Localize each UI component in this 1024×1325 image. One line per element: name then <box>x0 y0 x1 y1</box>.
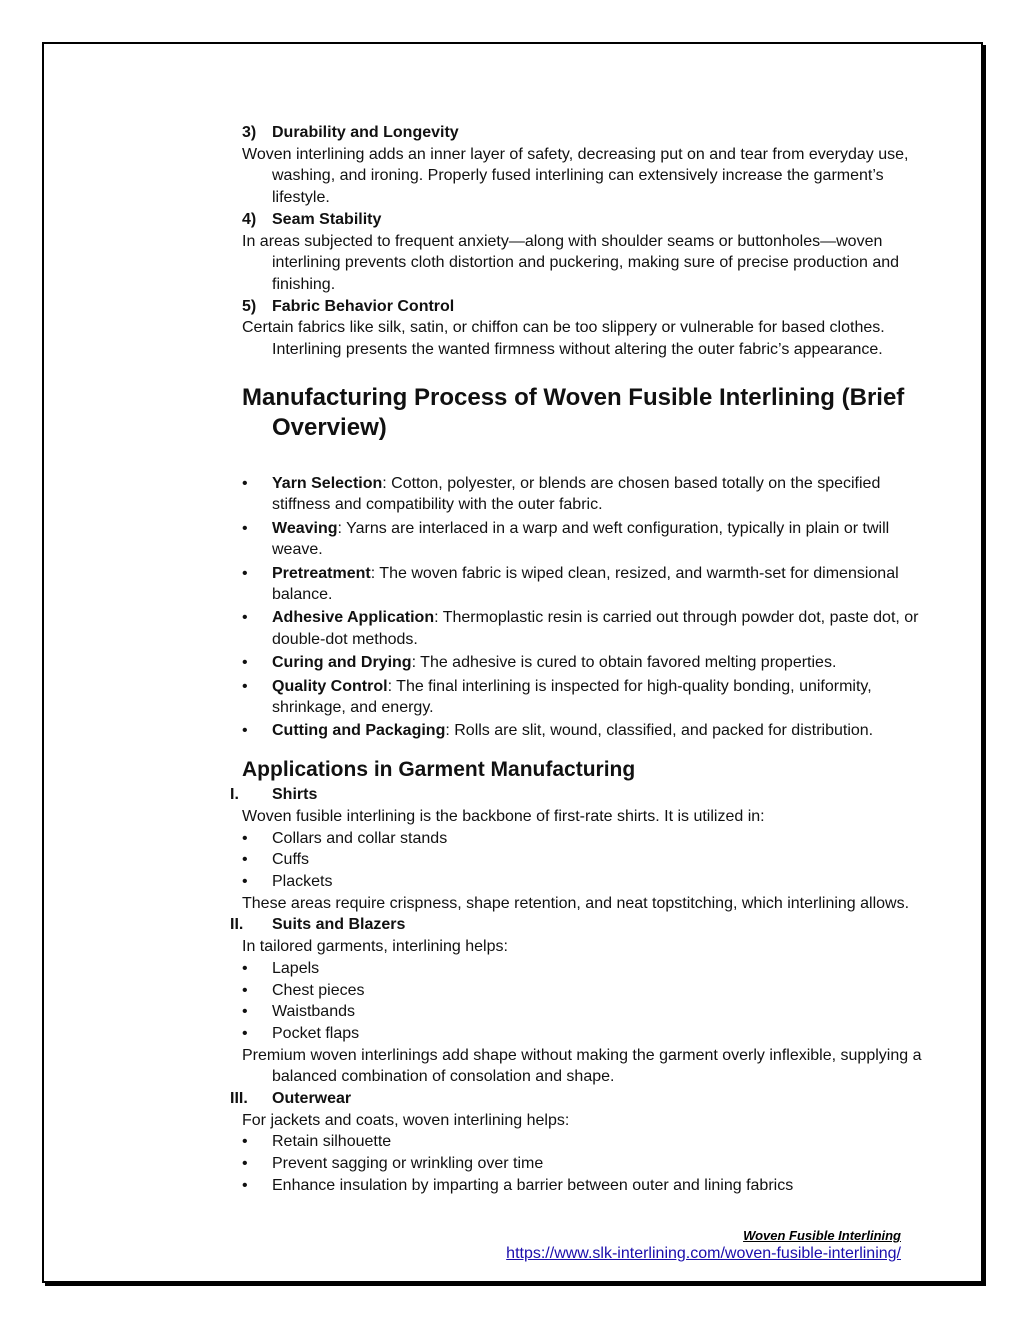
step-term: Pretreatment <box>272 564 371 582</box>
section-title: Seam Stability <box>272 210 382 228</box>
list-item <box>242 473 922 516</box>
page-footer <box>506 1228 901 1263</box>
section-title: Fabric Behavior Control <box>272 297 455 315</box>
list-item: • Waistbands <box>242 1001 922 1023</box>
section-title: Durability and Longevity <box>272 124 459 141</box>
list-item <box>242 720 922 742</box>
subsection-title: Shirts <box>272 786 318 804</box>
subsection-title: Outerwear <box>272 1090 352 1108</box>
step-desc: : Thermoplastic resin is carried out through powder dot, paste dot, or double-dot methods. <box>272 609 919 649</box>
step-term: Quality Control <box>272 677 388 695</box>
step-term: Weaving <box>272 519 338 537</box>
step-term: Curing and Drying <box>272 654 412 672</box>
suits-outro: Premium woven interlinings add shape without making the garment overly inflexible, supplying a balanced combination of consolation and shape. <box>242 1046 922 1086</box>
list-item: • Pocket flaps <box>242 1023 922 1045</box>
step-desc: : Rolls are slit, wound, classified, and packed for distribution. <box>445 722 874 740</box>
subsection-number: I. <box>230 786 239 804</box>
step-desc: : The adhesive is cured to obtain favored melting properties. <box>411 654 837 672</box>
list-item <box>242 518 922 561</box>
list-item: • Plackets <box>242 871 922 893</box>
shirts-outro: These areas require crispness, shape retention, and neat topstitching, which interlining allows. <box>242 894 910 912</box>
outerwear-intro: For jackets and coats, woven interlining helps: <box>242 1111 570 1129</box>
footer-title: Woven Fusible Interlining <box>743 1228 901 1243</box>
list-item: • Lapels <box>242 958 922 980</box>
list-item <box>242 563 922 606</box>
subsection-number: II. <box>230 916 244 934</box>
section-heading-fabric <box>242 296 922 318</box>
suits-list <box>242 958 922 1045</box>
subsection-number: III. <box>230 1090 248 1108</box>
section-heading-durability <box>242 122 922 144</box>
subsection-heading-shirts <box>230 784 922 806</box>
list-item: • Retain silhouette <box>242 1131 922 1153</box>
suits-intro: In tailored garments, interlining helps: <box>242 938 508 956</box>
list-item: • Collars and collar stands <box>242 828 922 850</box>
paragraph-durability: Woven interlining adds an inner layer of safety, decreasing put on and tear from everyday use, washing, and ironing. Properly fused interlining can extensively increase the garment’s lifestyle. <box>242 145 909 207</box>
shirts-list <box>242 828 922 893</box>
step-desc: : The woven fabric is wiped clean, resized, and warmth-set for dimensional balance. <box>272 564 899 604</box>
step-term: Adhesive Application <box>272 609 435 627</box>
shirts-intro: Woven fusible interlining is the backbone of first-rate shirts. It is utilized in: <box>242 807 765 825</box>
footer-link[interactable]: https://www.slk-interlining.com/woven-fusible-interlining/ <box>506 1245 901 1262</box>
page <box>42 42 983 1283</box>
list-item: • Chest pieces <box>242 980 922 1002</box>
step-desc: : Yarns are interlaced in a warp and weft configuration, typically in plain or twill weave. <box>272 519 890 559</box>
paragraph-fabric: Certain fabrics like silk, satin, or chiffon can be too slippery or vulnerable for based clothes. Interlining presents the wanted firmness without altering the outer fabric’s appearance. <box>242 319 885 359</box>
applications-heading: Applications in Garment Manufacturing <box>242 758 636 782</box>
section-number: 3) <box>242 124 257 141</box>
section-number: 5) <box>242 297 257 315</box>
step-desc: : The final interlining is inspected for high-quality bonding, uniformity, shrinkage, and energy. <box>272 677 872 717</box>
subsection-heading-suits <box>230 914 922 936</box>
outerwear-list <box>242 1131 922 1196</box>
subsection-heading-outerwear <box>230 1088 922 1110</box>
list-item <box>242 607 922 650</box>
step-desc: : Cotton, polyester, or blends are chosen based totally on the specified stiffness and compatibility with the outer fabric. <box>272 474 881 514</box>
section-heading-seam <box>242 209 922 231</box>
list-item <box>242 652 922 674</box>
list-item: • Cuffs <box>242 849 922 871</box>
list-item: • Enhance insulation by imparting a barrier between outer and lining fabrics <box>242 1175 922 1197</box>
manufacturing-steps-list <box>242 473 922 742</box>
step-term: Yarn Selection <box>272 474 383 492</box>
manufacturing-heading: Manufacturing Process of Woven Fusible Interlining (Brief Overview) <box>242 383 905 441</box>
document-body <box>230 122 922 1197</box>
step-term: Cutting and Packaging <box>272 722 446 740</box>
list-item <box>242 676 922 719</box>
paragraph-seam: In areas subjected to frequent anxiety—along with shoulder seams or buttonholes—woven interlining prevents cloth distortion and puckering, making sure of precise production and finishing. <box>242 232 900 293</box>
subsection-title: Suits and Blazers <box>272 916 406 934</box>
list-item: • Prevent sagging or wrinkling over time <box>242 1153 922 1175</box>
section-number: 4) <box>242 210 257 228</box>
